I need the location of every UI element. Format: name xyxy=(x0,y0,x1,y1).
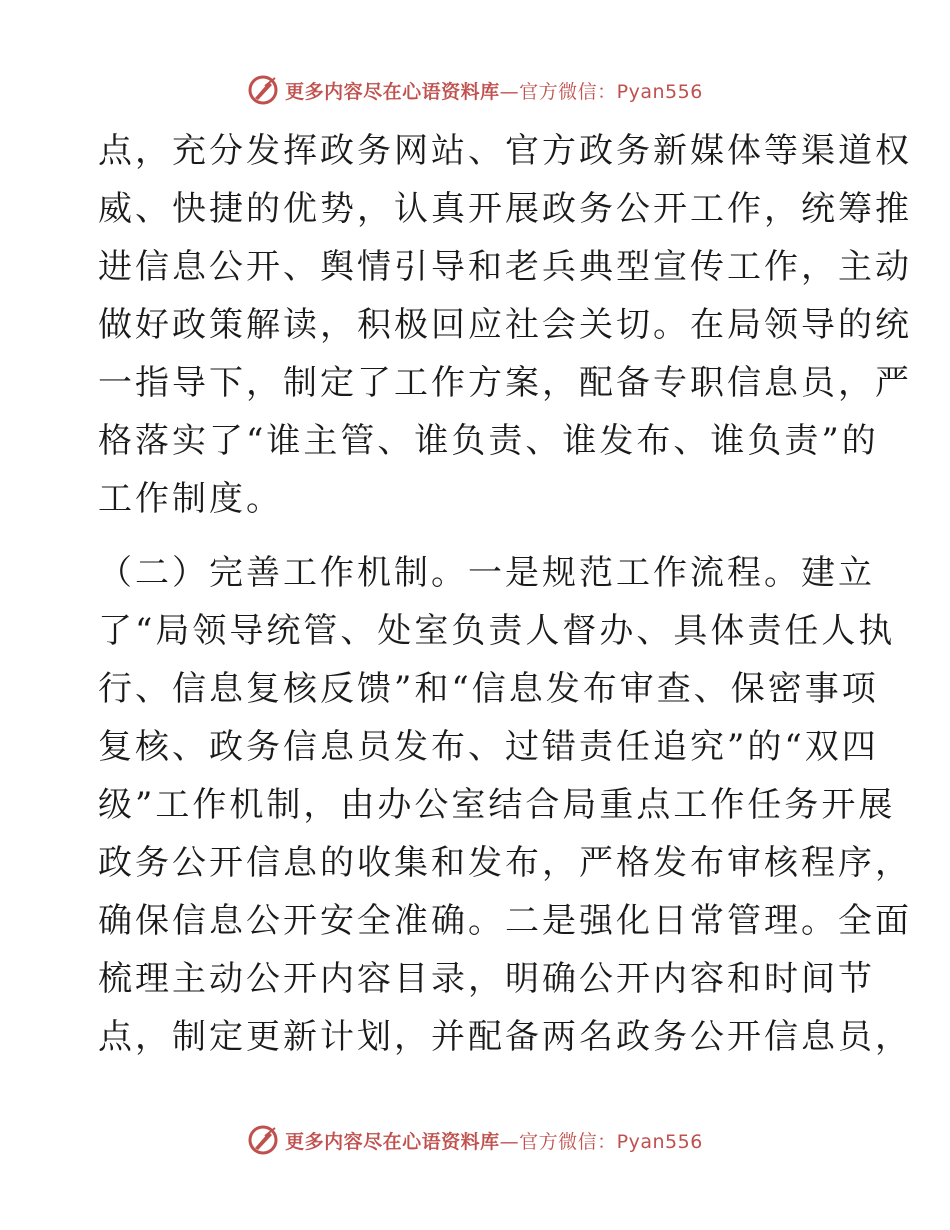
text-line: 复核、政务信息员发布、过错责任追究”的“双四 xyxy=(98,727,879,767)
text-line: 工作制度。 xyxy=(98,479,283,519)
watermark-text: 更多内容尽在心语资料库—官方微信：Pyan556 xyxy=(285,80,703,103)
text-line: 确保信息公开安全准确。二是强化日常管理。全面 xyxy=(98,901,912,941)
text-line: 点，充分发挥政务网站、官方政务新媒体等渠道权 xyxy=(98,131,912,171)
document-body xyxy=(98,122,912,1066)
header-watermark xyxy=(0,70,950,110)
watermark-text: 更多内容尽在心语资料库—官方微信：Pyan556 xyxy=(285,1130,703,1153)
text-line: 格落实了“谁主管、谁负责、谁发布、谁负责”的 xyxy=(98,421,879,461)
text-line: 级”工作机制，由办公室结合局重点工作任务开展 xyxy=(98,785,896,825)
text-line: 一指导下，制定了工作方案，配备专职信息员，严 xyxy=(98,363,912,403)
text-line: 行、信息复核反馈”和“信息发布审查、保密事项 xyxy=(98,669,879,709)
paragraph-1 xyxy=(98,122,912,528)
quill-logo-icon xyxy=(247,1124,279,1156)
text-line: 了“局领导统管、处室负责人督办、具体责任人执 xyxy=(98,611,896,651)
text-line: 做好政策解读，积极回应社会关切。在局领导的统 xyxy=(98,305,912,345)
text-line: 点，制定更新计划，并配备两名政务公开信息员， xyxy=(98,1017,912,1057)
text-line: 威、快捷的优势，认真开展政务公开工作，统筹推 xyxy=(98,189,912,229)
text-line: 进信息公开、舆情引导和老兵典型宣传工作，主动 xyxy=(98,247,912,287)
paragraph-2 xyxy=(98,544,912,1066)
footer-watermark xyxy=(0,1120,950,1160)
text-line: 政务公开信息的收集和发布，严格发布审核程序， xyxy=(98,843,912,883)
text-line: （二）完善工作机制。一是规范工作流程。建立 xyxy=(98,553,875,593)
quill-logo-icon xyxy=(247,74,279,106)
text-line: 梳理主动公开内容目录，明确公开内容和时间节 xyxy=(98,959,875,999)
